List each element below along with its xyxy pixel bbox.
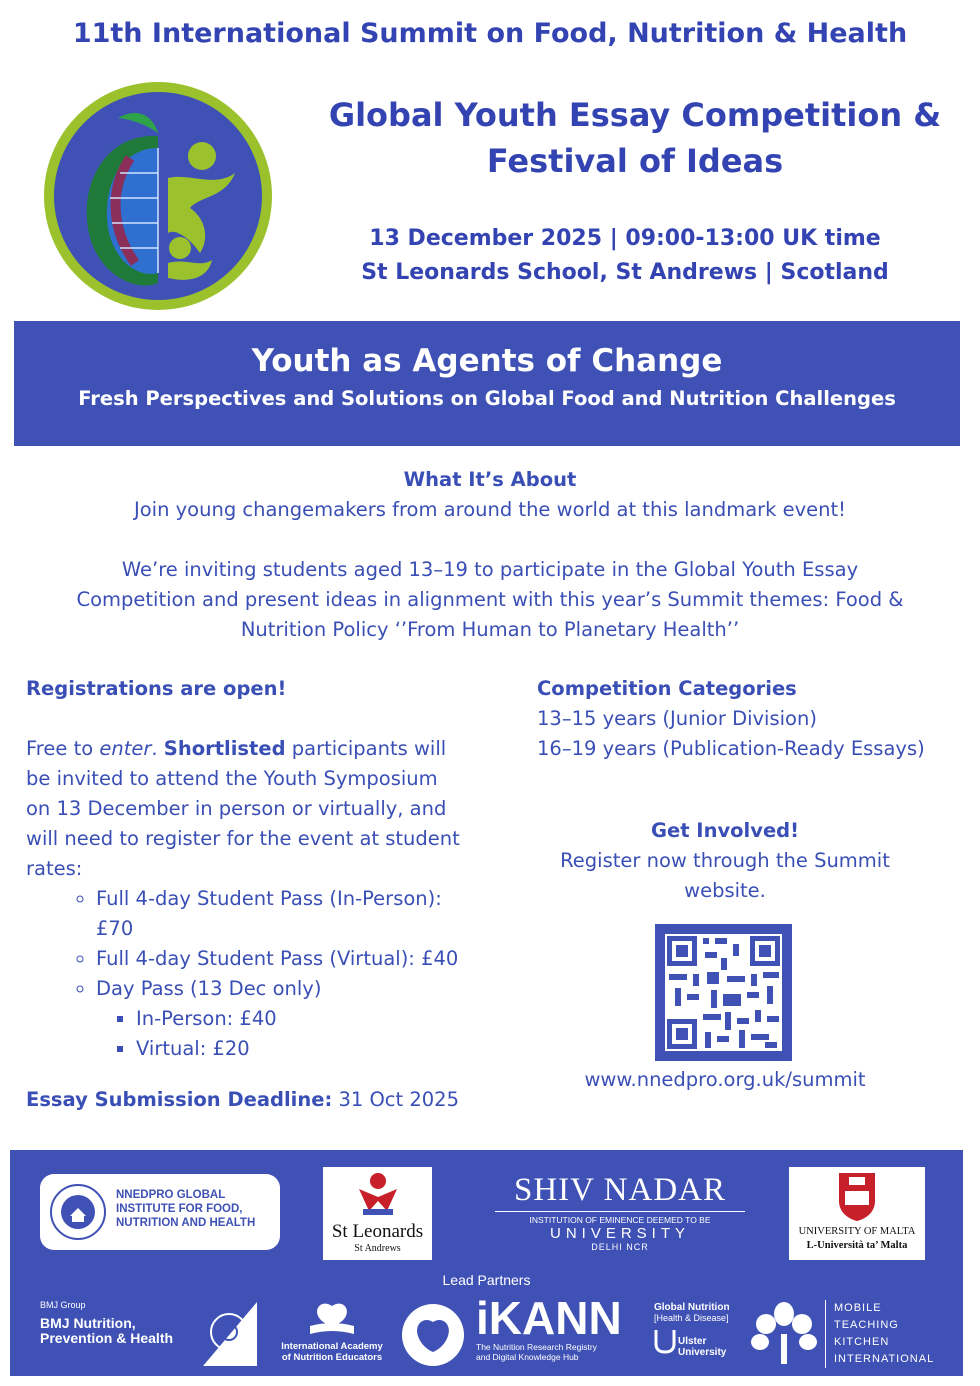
registration-heading: Registrations are open!	[26, 677, 287, 700]
st-leonards-name: St Leonards	[331, 1221, 424, 1242]
iane-line1: International Academy	[281, 1341, 383, 1352]
get-involved-line1: Register now through the Summit	[560, 849, 890, 872]
categories-heading: Competition Categories	[537, 677, 797, 700]
get-involved-line2: website.	[684, 879, 766, 902]
mtk-line3: KITCHEN	[834, 1336, 890, 1348]
malta-name-mt: L-Università ta’ Malta	[806, 1240, 908, 1251]
ulster-line3: Ulster	[678, 1336, 707, 1347]
partner-emblem-icon	[203, 1302, 257, 1366]
pass3-label: Day Pass (13 Dec only)	[96, 977, 322, 1000]
mtk-logo	[825, 1300, 934, 1368]
about-para-line3: Nutrition Policy ‘’From Human to Planetary Health’’	[240, 618, 740, 641]
registration-text-line4: will need to register for the event at student	[26, 827, 460, 850]
pass-item	[96, 974, 506, 1064]
nnedpro-globe-icon	[48, 1182, 108, 1242]
bmj-line1: BMJ Nutrition,	[40, 1315, 136, 1331]
day-pass-virtual: ▪ Virtual: £20	[136, 1034, 506, 1064]
about-section	[0, 465, 980, 645]
mtk-line4: INTERNATIONAL	[834, 1353, 935, 1365]
ikann-logo	[476, 1294, 622, 1362]
free-enter: enter	[99, 737, 152, 760]
event-date: 13 December 2025 | 09:00-13:00 UK time	[369, 226, 881, 251]
bmj-logo	[40, 1300, 173, 1346]
nnedpro-line3: NUTRITION AND HEALTH	[116, 1217, 256, 1229]
pass1-line2: £70	[96, 917, 134, 940]
day-pass-list	[96, 1004, 506, 1064]
nnedpro-line1: NNEDPRO GLOBAL	[116, 1189, 226, 1201]
lead-partners-label: Lead Partners	[442, 1272, 531, 1288]
deadline-label: Essay Submission Deadline:	[26, 1088, 333, 1111]
registration-section	[26, 674, 506, 1064]
pass-item	[96, 884, 506, 944]
st-leonards-logo	[323, 1167, 432, 1260]
competition-title-line2: Festival of Ideas	[486, 142, 784, 180]
pass-list	[26, 884, 506, 1064]
nnedpro-logo-box	[40, 1174, 280, 1250]
shiv-nadar-name: SHIV NADAR	[514, 1172, 726, 1208]
summit-title: 11th International Summit on Food, Nutrition & Health	[72, 18, 908, 49]
shortlisted-word: Shortlisted	[163, 737, 286, 760]
iane-line2: of Nutrition Educators	[281, 1352, 383, 1363]
ikann-sub1: The Nutrition Research Registry	[476, 1342, 597, 1352]
ulster-line2: [Health & Disease]	[654, 1313, 729, 1323]
get-involved-section	[510, 816, 940, 906]
partners-footer	[10, 1150, 963, 1376]
bmj-group: BMJ Group	[40, 1300, 86, 1310]
about-intro: Join young changemakers from around the world at this landmark event!	[133, 498, 847, 521]
shiv-nadar-tagline: INSTITUTION OF EMINENCE DEEMED TO BE	[495, 1211, 745, 1225]
mtk-line1: MOBILE	[834, 1302, 882, 1314]
ulster-line1: Global Nutrition	[654, 1302, 730, 1313]
competition-title-line1: Global Youth Essay Competition &	[328, 96, 942, 134]
about-para-line2: Competition and present ideas in alignment with this year’s Summit themes: Food &	[76, 588, 904, 611]
line1-rest: participants will	[285, 737, 447, 760]
apple-book-icon	[304, 1300, 360, 1336]
registration-text-line3: on 13 December in person or virtually, and	[26, 797, 447, 820]
summit-url[interactable]: www.nnedpro.org.uk/summit	[584, 1068, 866, 1091]
event-venue: St Leonards School, St Andrews | Scotland	[361, 260, 889, 285]
iane-logo	[272, 1300, 392, 1363]
competition-title	[320, 92, 950, 184]
shiv-nadar-university: UNIVERSITY	[549, 1225, 690, 1242]
registration-text-line5: rates:	[26, 857, 83, 880]
category-junior: 13–15 years (Junior Division)	[537, 707, 817, 730]
deadline-date: 31 Oct 2025	[332, 1088, 459, 1111]
free-prefix: Free to	[26, 737, 100, 760]
about-heading: What It’s About	[403, 468, 577, 491]
pass1-line1: Full 4-day Student Pass (In-Person):	[96, 887, 442, 910]
malta-logo	[789, 1167, 925, 1260]
ikann-apple-icon	[400, 1302, 466, 1368]
theme-banner	[14, 321, 960, 446]
nnedpro-line2: INSTITUTE FOR FOOD,	[116, 1203, 243, 1215]
ulster-line4: University	[678, 1347, 727, 1358]
free-dot: .	[151, 737, 164, 760]
day-pass-in-person: ▪ In-Person: £40	[136, 1004, 506, 1034]
banner-subheading: Fresh Perspectives and Solutions on Global Food and Nutrition Challenges	[78, 387, 896, 410]
ulster-u-icon	[654, 1330, 676, 1354]
qr-code[interactable]	[655, 924, 792, 1061]
shiv-nadar-logo	[495, 1172, 745, 1252]
about-para-line1: We’re inviting students aged 13–19 to participate in the Global Youth Essay	[121, 558, 859, 581]
registration-text-line2: be invited to attend the Youth Symposium	[26, 767, 438, 790]
tree-icon	[748, 1300, 820, 1366]
categories-section	[537, 674, 957, 764]
ikann-sub2: and Digital Knowledge Hub	[476, 1352, 579, 1362]
ikann-name: iKANN	[476, 1292, 622, 1344]
shiv-nadar-location: DELHI NCR	[591, 1242, 649, 1252]
st-leonards-place: St Andrews	[354, 1243, 401, 1254]
registration-text-line1	[26, 734, 506, 764]
mtk-line2: TEACHING	[834, 1319, 899, 1331]
get-involved-heading: Get Involved!	[650, 819, 800, 842]
st-leonards-crest-icon	[351, 1171, 405, 1221]
deadline	[26, 1088, 459, 1111]
malta-crest-icon	[837, 1171, 877, 1223]
malta-name-en: UNIVERSITY OF MALTA	[798, 1226, 916, 1237]
banner-heading: Youth as Agents of Change	[251, 343, 723, 379]
pass-item: ◦ Full 4-day Student Pass (Virtual): £40	[96, 944, 506, 974]
category-senior: 16–19 years (Publication-Ready Essays)	[537, 737, 925, 760]
event-details	[320, 222, 930, 290]
bmj-line2: Prevention & Health	[40, 1330, 174, 1346]
summit-logo	[40, 78, 276, 314]
ulster-logo	[654, 1302, 730, 1358]
